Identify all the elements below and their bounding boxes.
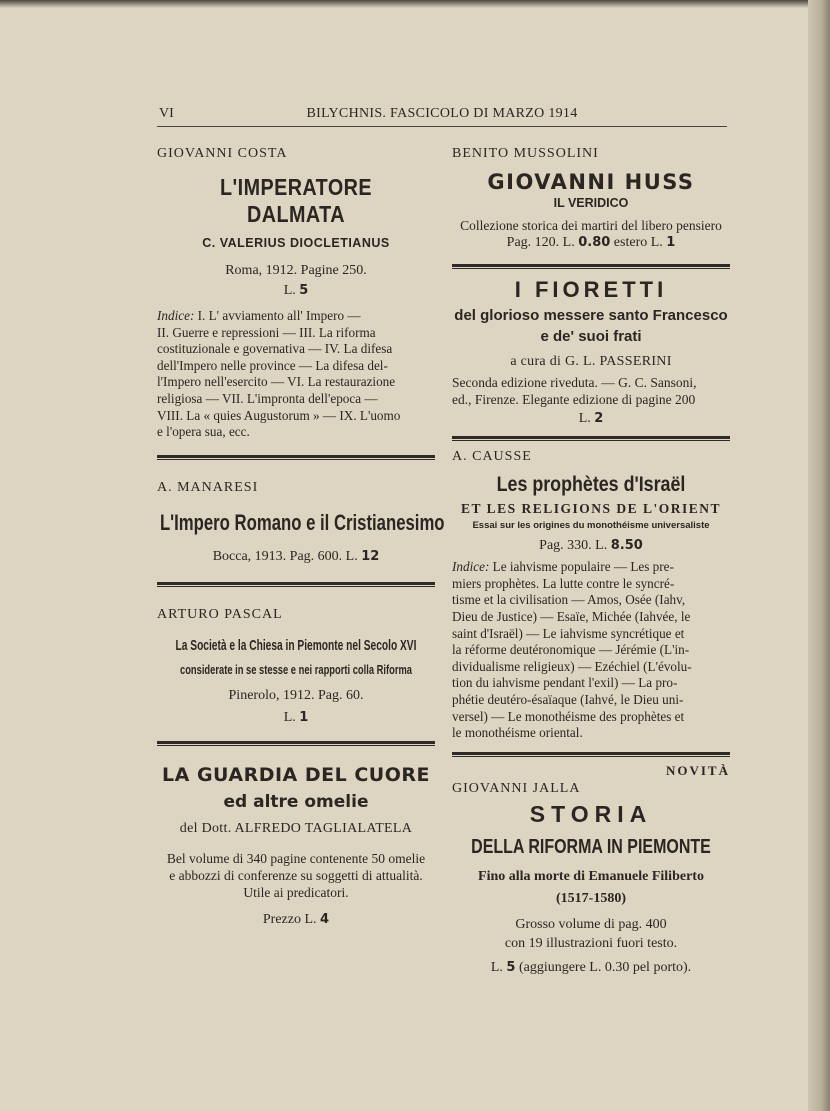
ad-jalla [452, 763, 730, 977]
ad-costa [157, 146, 435, 441]
page-top-shadow [0, 0, 830, 8]
ad-mussolini [452, 146, 730, 252]
price: Pag. 330. L. 8.50 [539, 538, 643, 554]
book-subtitle: Fino alla morte di Emanuele Filiberto [478, 868, 704, 884]
divider [157, 582, 435, 587]
price: L. 5 (aggiungere L. 0.30 pel porto). [490, 959, 692, 975]
price: Prezzo L. 4 [262, 911, 330, 927]
book-subsubtitle: Essai sur les origines du monothéisme universaliste [472, 520, 710, 532]
pub-info: Pinerolo, 1912. Pag. 60. [228, 687, 364, 703]
price: L. 1 [283, 709, 309, 725]
running-header [157, 104, 727, 127]
price: Pag. 120. L. 0.80 estero L. 1 [506, 235, 676, 250]
author: GIOVANNI JALLA [452, 780, 581, 796]
book-subtitle: C. VALERIUS DIOCLETIANUS [202, 236, 390, 250]
book-subtitle: considerate in se stesse e nei rapporti colla Riforma [179, 661, 412, 677]
divider [452, 752, 730, 757]
description: Bel volume di 340 pagine contenente 50 omelie e abbozzi di conferenze su soggetti di attualità. Utile ai predicatori. [166, 850, 426, 900]
years: (1517-1580) [556, 890, 626, 906]
index-block: Indice: Le iahvisme populaire — Les pre- miers prophètes. La lutte contre le syncré- tisme et la civilisation — Amos, Osée (Iahv, Dieu de Justice) — Esaïe, Michée (Iahvée, le saint d'Israël) — Le iahvisme syncrétique et la réforme deutéronomique — Jérémie (L'in- dividualisme religieux) — Ezéchiel (L'évolu- tion du iahvisme pendant l'exil) — La pro- phétie deutéro-ésaïaque (Iahvé, le Dieu uni- versel) — Le monothéisme des prophètes et le monothéisme oriental. [452, 559, 692, 741]
pub-info: Bocca, 1913. Pag. 600. L. 12 [212, 548, 380, 564]
author: ARTURO PASCAL [157, 606, 283, 622]
running-title: BILYCHNIS. FASCICOLO DI MARZO 1914 [306, 106, 578, 121]
book-title: Les prophètes d'Israël [496, 473, 686, 497]
ad-pascal [157, 607, 435, 727]
pub-info: Roma, 1912. Pagine 250. [225, 263, 367, 278]
author: A. CAUSSE [452, 449, 532, 465]
left-column [157, 140, 445, 929]
divider [157, 741, 435, 746]
description: Seconda edizione riveduta. — G. C. Sansoni, ed., Firenze. Elegante edizione di pagine 200 [452, 375, 697, 407]
ad-manaresi [157, 479, 445, 566]
divider [157, 455, 435, 460]
book-title: La Società e la Chiesa in Piemonte nel Secolo XVI [175, 636, 417, 654]
ad-fioretti [452, 277, 730, 428]
book-title: L'IMPERATORE DALMATA [219, 174, 373, 227]
editor: a cura di G. L. PASSERINI [510, 354, 672, 369]
divider [452, 264, 730, 269]
price: L. 5 [283, 283, 309, 298]
ad-causse [452, 449, 730, 742]
author: A. MANARESI [157, 479, 259, 495]
author: GIOVANNI COSTA [157, 146, 288, 161]
index-block: Indice: I. L' avviamento all' Impero — II. Guerre e repressioni — III. La riforma costituzionale e governativa — IV. La difesa dell'Impero nelle province — La difesa del- l'Impero nell'esercito — VI. La restaurazione religiosa — VII. L'impronta dell'epoca — VIII. La « quies Augustorum » — IX. L'uomo e l'opera sua, ecc. [157, 308, 401, 440]
book-title: L'Impero Romano e il Cristianesimo [159, 509, 445, 535]
book-subtitle: ET LES RELIGIONS DE L'ORIENT [460, 501, 722, 517]
price: L. 2 [578, 411, 604, 427]
book-title: GIOVANNI HUSS [487, 170, 695, 194]
book-title-2: DELLA RIFORMA IN PIEMONTE [471, 835, 711, 858]
author: BENITO MUSSOLINI [452, 146, 599, 161]
novita-badge: NOVITÀ [665, 762, 730, 778]
page-number: VI [159, 106, 174, 121]
book-subtitle: IL VERIDICO [553, 196, 629, 210]
book-title: I FIORETTI [514, 277, 668, 302]
divider [452, 436, 730, 441]
book-title: STORIA [529, 800, 653, 827]
series: Collezione storica dei martiri del libero pensiero [460, 218, 722, 233]
ad-guardia [157, 764, 435, 929]
page-edge-shadow [808, 0, 830, 1111]
book-title: LA GUARDIA DEL CUORE [162, 763, 430, 786]
description: Grosso volume di pag. 400 con 19 illustrazioni fuori testo. [504, 916, 678, 951]
book-subtitle: ed altre omelie [223, 791, 369, 812]
right-column [452, 140, 730, 977]
book-subtitle: del glorioso messere santo Francesco e de' suoi frati [454, 307, 728, 345]
author-line: del Dott. ALFREDO TAGLIALATELA [179, 820, 413, 836]
